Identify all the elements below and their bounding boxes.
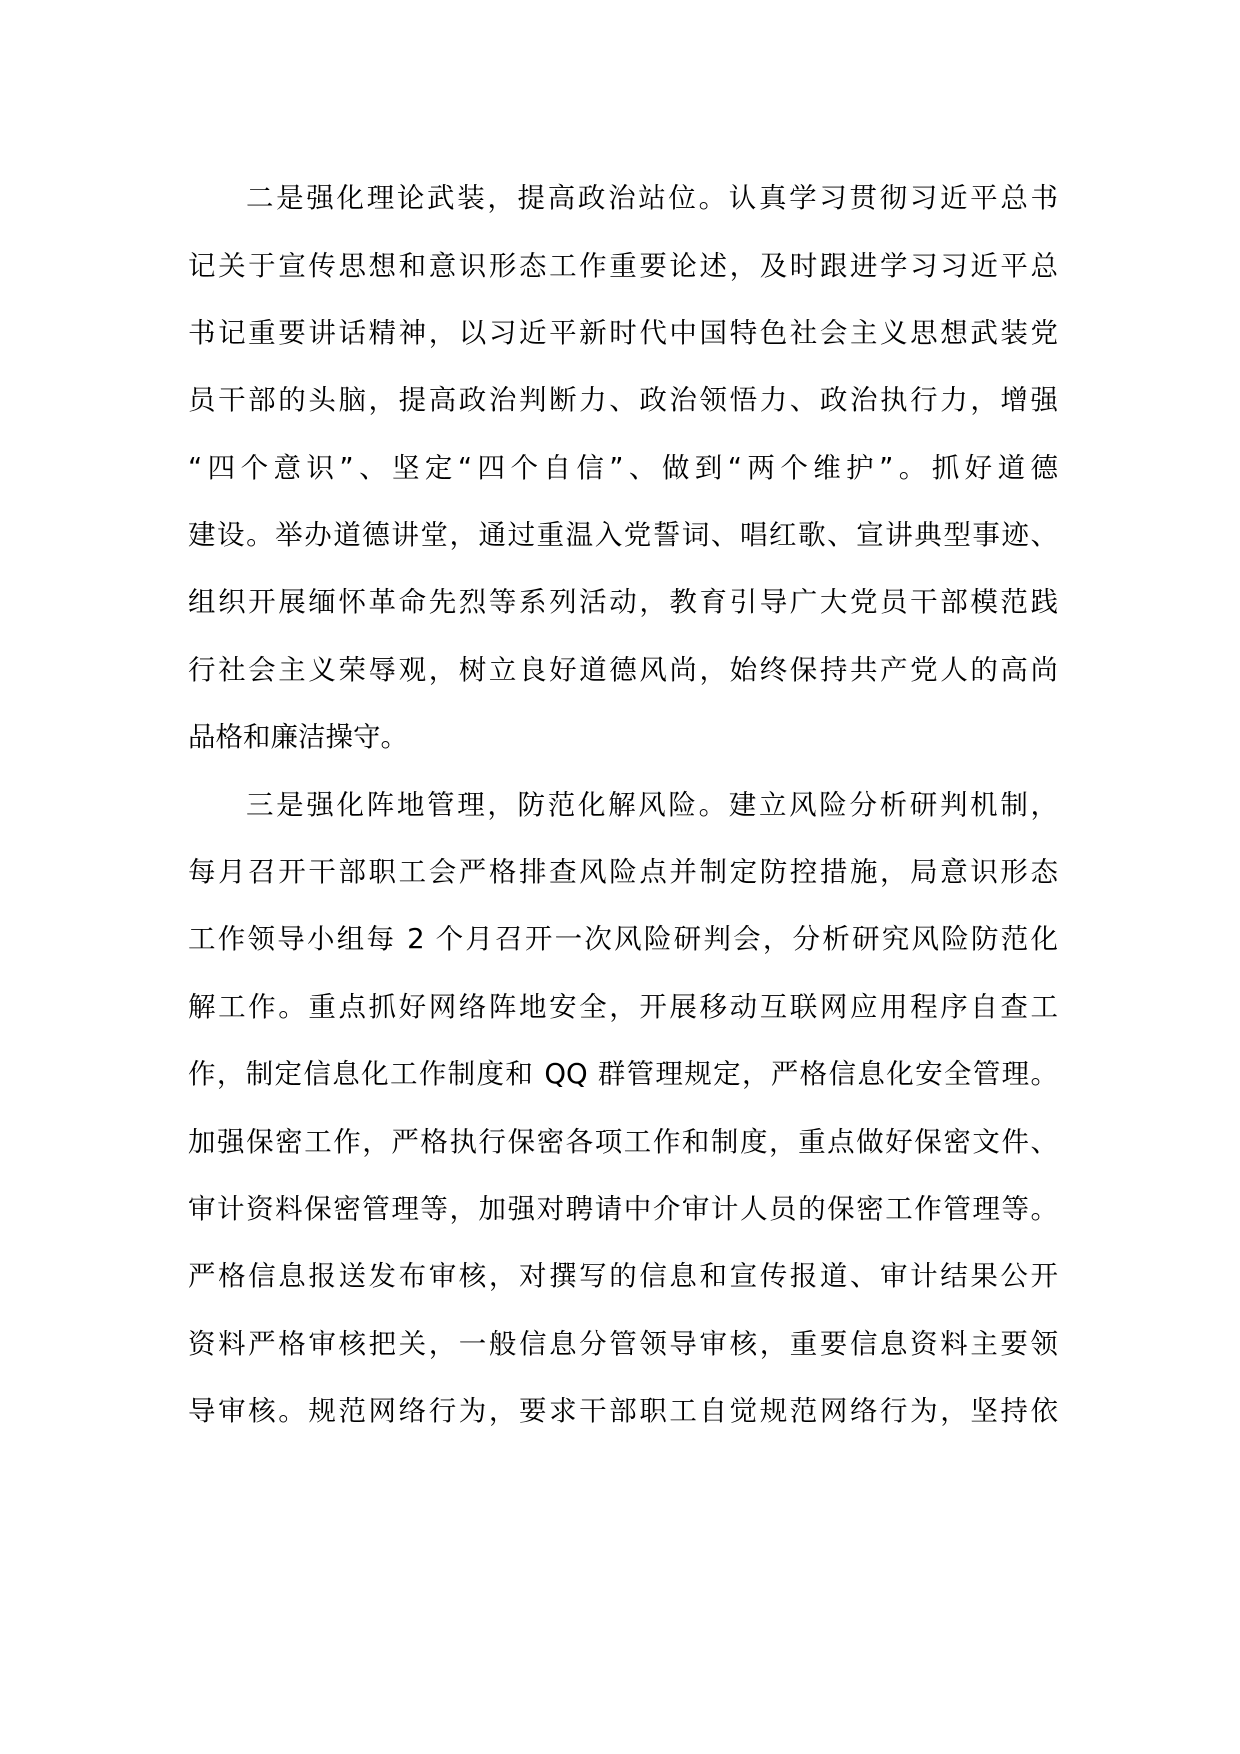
paragraph-2-line-3: 工作领导小组每 2 个月召开一次风险研判会，分析研究风险防范化 <box>188 923 1058 955</box>
paragraph-1-line-3: 书记重要讲话精神，以习近平新时代中国特色社会主义思想武装党 <box>188 317 1058 349</box>
paragraph-1-line-7: 组织开展缅怀革命先烈等系列活动，教育引导广大党员干部模范践 <box>188 586 1058 618</box>
paragraph-1-line-2: 记关于宣传思想和意识形态工作重要论述，及时跟进学习习近平总 <box>188 250 1058 282</box>
paragraph-1-line-1: 二是强化理论武装，提高政治站位。认真学习贯彻习近平总书 <box>246 182 1058 214</box>
paragraph-1-line-5: “四个意识”、坚定“四个自信”、做到“两个维护”。抓好道德 <box>188 452 1058 484</box>
paragraph-2-line-2: 每月召开干部职工会严格排查风险点并制定防控措施，局意识形态 <box>188 856 1058 888</box>
paragraph-2-line-8: 严格信息报送发布审核，对撰写的信息和宣传报道、审计结果公开 <box>188 1260 1058 1292</box>
paragraph-1-line-4: 员干部的头脑，提高政治判断力、政治领悟力、政治执行力，增强 <box>188 384 1058 416</box>
paragraph-1-line-9: 品格和廉洁操守。 <box>188 721 408 753</box>
paragraph-1-line-8: 行社会主义荣辱观，树立良好道德风尚，始终保持共产党人的高尚 <box>188 654 1058 686</box>
paragraph-2-line-4: 解工作。重点抓好网络阵地安全，开展移动互联网应用程序自查工 <box>188 991 1058 1023</box>
paragraph-1-line-6: 建设。举办道德讲堂，通过重温入党誓词、唱红歌、宣讲典型事迹、 <box>188 519 1058 551</box>
paragraph-2-line-5: 作，制定信息化工作制度和 QQ 群管理规定，严格信息化安全管理。 <box>188 1058 1058 1090</box>
paragraph-2-line-7: 审计资料保密管理等，加强对聘请中介审计人员的保密工作管理等。 <box>188 1193 1058 1225</box>
paragraph-2-line-6: 加强保密工作，严格执行保密各项工作和制度，重点做好保密文件、 <box>188 1126 1058 1158</box>
paragraph-2-line-9: 资料严格审核把关，一般信息分管领导审核，重要信息资料主要领 <box>188 1328 1058 1360</box>
paragraph-2-line-10: 导审核。规范网络行为，要求干部职工自觉规范网络行为，坚持依 <box>188 1395 1058 1427</box>
paragraph-2-line-1: 三是强化阵地管理，防范化解风险。建立风险分析研判机制， <box>246 789 1058 821</box>
